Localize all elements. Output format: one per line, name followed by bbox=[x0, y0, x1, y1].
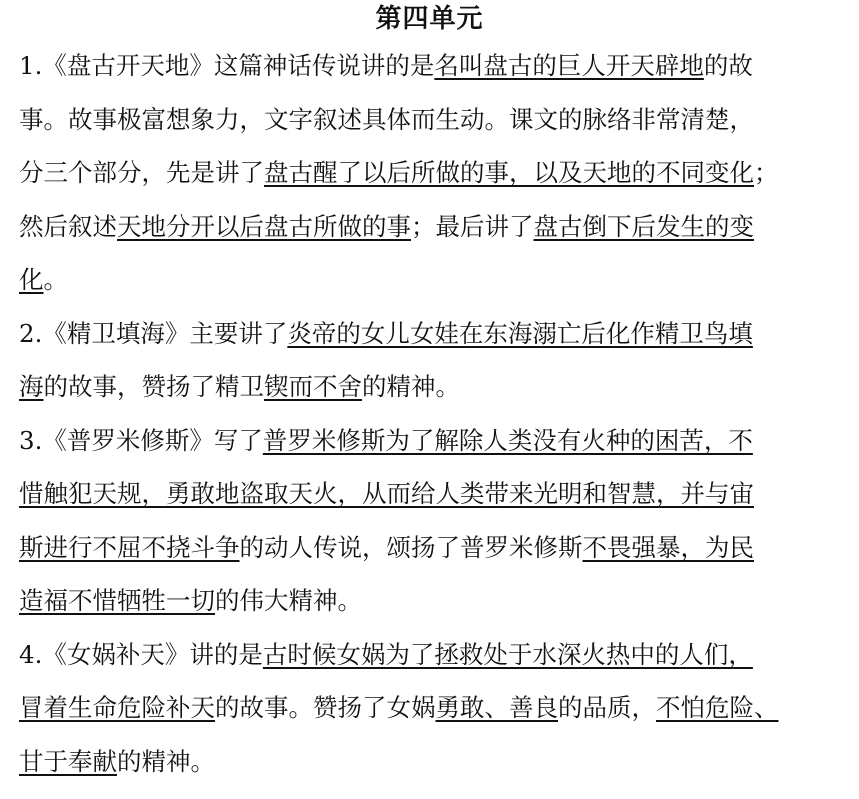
unit-title: 第四单元 bbox=[375, 4, 484, 34]
text-line bbox=[19, 746, 215, 778]
text-segment: 的伟大精神。 bbox=[215, 586, 362, 615]
underlined-answer: 古时候女娲为了拯救处于水深火热中的人们， bbox=[262, 639, 753, 669]
underlined-answer: 盘古醒了以后所做的事，以及天地的不同变化 bbox=[264, 158, 754, 187]
underlined-answer: 天地分开以后盘古所做的事 bbox=[117, 211, 411, 241]
text-line bbox=[19, 104, 754, 136]
text-segment: 的故事，赞扬了精卫 bbox=[43, 372, 264, 401]
underlined-answer: 海 bbox=[19, 372, 44, 401]
text-segment: 的故事。赞扬了女娲 bbox=[215, 693, 436, 722]
text-line bbox=[19, 478, 754, 510]
text-segment: ；最后讲了 bbox=[411, 211, 534, 241]
text-line bbox=[19, 532, 754, 564]
underlined-answer: 炎帝的女儿女娃在东海溺亡后化作精卫鸟填 bbox=[287, 318, 753, 348]
underlined-answer: 甘于奉献 bbox=[19, 746, 117, 776]
underlined-answer: 锲而不舍 bbox=[264, 372, 362, 401]
text-segment: 1.《盘古开天地》这篇神话传说讲的是 bbox=[19, 51, 435, 80]
text-line bbox=[19, 157, 779, 189]
underlined-answer: 不怕危险、 bbox=[656, 693, 779, 722]
text-segment: 的精神。 bbox=[117, 746, 215, 776]
text-line bbox=[19, 50, 753, 82]
underlined-answer: 勇敢、善良 bbox=[435, 693, 558, 722]
text-segment: 分三个部分，先是讲了 bbox=[19, 158, 264, 187]
underlined-answer: 斯进行不屈不挠斗争 bbox=[19, 532, 240, 562]
text-line bbox=[19, 639, 753, 671]
underlined-answer: 冒着生命危险补天 bbox=[19, 693, 215, 722]
text-segment: 然后叙述 bbox=[19, 211, 117, 241]
text-line bbox=[19, 318, 753, 350]
text-line bbox=[19, 425, 753, 457]
text-line bbox=[19, 371, 460, 403]
text-segment: 3.《普罗米修斯》写了 bbox=[19, 425, 263, 455]
underlined-answer: 造福不惜牺牲一切 bbox=[19, 586, 215, 615]
text-segment: ； bbox=[754, 158, 779, 187]
text-line bbox=[19, 585, 362, 617]
text-segment: 的故 bbox=[703, 51, 753, 80]
text-segment: 的动人传说，颂扬了普罗米修斯 bbox=[239, 532, 583, 562]
text-segment: 。 bbox=[43, 265, 68, 294]
text-segment: 事。故事极富想象力，文字叙述具体而生动。课文的脉络非常清楚， bbox=[19, 104, 754, 134]
text-line bbox=[19, 211, 754, 243]
text-line bbox=[19, 264, 68, 296]
text-segment: 2.《精卫填海》主要讲了 bbox=[19, 318, 288, 348]
underlined-answer: 名叫盘古的巨人开天辟地 bbox=[434, 51, 704, 80]
underlined-answer: 惜触犯天规，勇敢地盗取天火，从而给人类带来光明和智慧，并与宙 bbox=[19, 479, 754, 508]
underlined-answer: 盘古倒下后发生的变 bbox=[533, 211, 754, 241]
text-segment: 的品质， bbox=[558, 693, 656, 722]
underlined-answer: 化 bbox=[19, 265, 44, 294]
underlined-answer: 不畏强暴，为民 bbox=[582, 532, 754, 562]
text-segment: 4.《女娲补天》讲的是 bbox=[19, 639, 263, 669]
text-segment: 的精神。 bbox=[362, 372, 460, 401]
underlined-answer: 普罗米修斯为了解除人类没有火种的困苦，不 bbox=[262, 425, 753, 455]
text-line bbox=[19, 692, 779, 724]
